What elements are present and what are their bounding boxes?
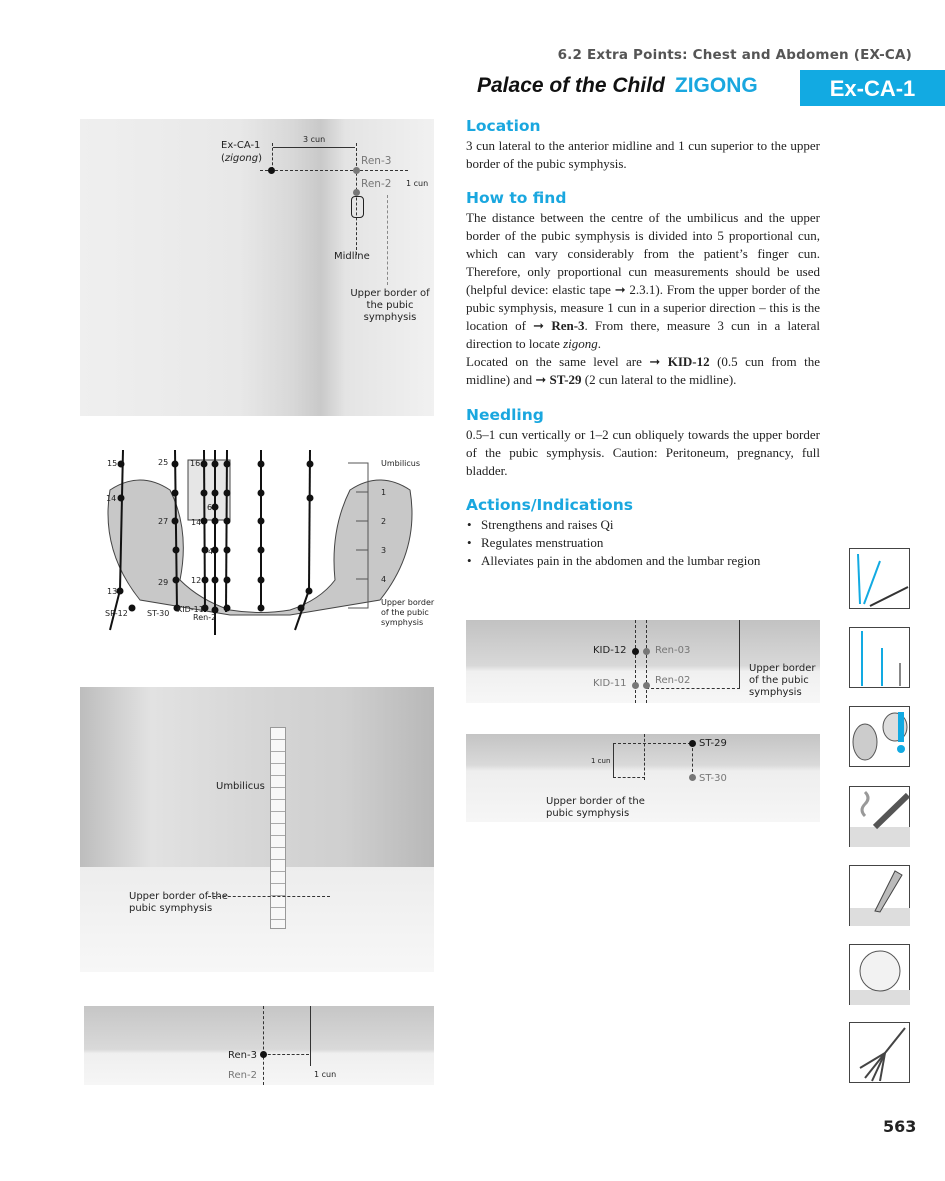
border-guide xyxy=(646,688,740,689)
border-guide xyxy=(387,195,388,285)
point-st-30 xyxy=(689,774,696,781)
label-umbilicus: Umbilicus xyxy=(216,781,265,792)
label-ren-2: Ren-2 xyxy=(193,613,217,622)
point-ren-3 xyxy=(260,1051,267,1058)
num-16: 16 xyxy=(190,459,201,468)
point-kid-11 xyxy=(632,682,639,689)
text-segment: . xyxy=(597,336,602,351)
num-14b: 14 xyxy=(191,518,202,527)
organ-caution-icon xyxy=(849,706,910,767)
label-upper-border: Upper border of the pubic symphysis xyxy=(350,288,430,323)
border-guide xyxy=(613,777,645,778)
cutting-needle-icon xyxy=(849,865,910,926)
label-upper-border: Upper border of the pubic symphysis xyxy=(749,663,816,698)
arrow-icon: ➞ xyxy=(614,282,626,297)
figure-ren3-closeup xyxy=(84,1006,434,1085)
needling-heading: Needling xyxy=(466,406,544,424)
label-zigong: (zigong) xyxy=(221,153,262,164)
vertical-guide xyxy=(692,743,693,777)
hand-bone-icon xyxy=(849,1022,910,1083)
kid-guide xyxy=(635,620,636,703)
point-st-29 xyxy=(689,740,696,747)
label-kid-11: KID-11 xyxy=(593,678,627,689)
text-segment: . From there, measure 3 cun in a lateral direction to locate xyxy=(466,318,820,351)
figure-pelvis-diagram xyxy=(80,450,440,635)
arrow-icon: ➞ xyxy=(535,372,547,387)
elastic-tape xyxy=(270,727,286,929)
text-segment: (0.5 cun from the midline) and xyxy=(466,354,820,387)
num-25: 25 xyxy=(158,458,169,467)
horizontal-guide xyxy=(263,1054,309,1055)
midline-guide xyxy=(646,620,647,703)
list-item: • Regulates menstruation xyxy=(481,534,820,552)
actions-section xyxy=(466,496,820,570)
point-code-badge: Ex-CA-1 xyxy=(800,70,945,106)
cupping-icon xyxy=(849,944,910,1005)
measure-line xyxy=(739,620,740,688)
pubic-symphysis-outline xyxy=(351,196,364,218)
label-1-cun: 1 cun xyxy=(406,179,429,188)
label-kid-12: KID-12 xyxy=(593,645,627,656)
section-header: 6.2 Extra Points: Chest and Abdomen (EX-CA) xyxy=(557,47,912,63)
horizontal-guide xyxy=(260,170,408,171)
label-st-29: ST-29 xyxy=(699,738,727,749)
num-4: 4 xyxy=(208,547,214,556)
label-midline: Midline xyxy=(334,251,370,262)
border-guide xyxy=(208,896,330,897)
num-6: 6 xyxy=(207,503,213,512)
midline-guide xyxy=(263,1006,264,1085)
how-to-find-heading: How to find xyxy=(466,189,567,207)
needling-text: 0.5–1 cun vertically or 1–2 cun obliquely towards the upper border of the pubic symphysis. Caution: Peritoneum, pregnancy, full bladder. xyxy=(466,427,820,478)
location-section xyxy=(466,117,820,173)
measure-line xyxy=(310,1006,311,1066)
how-to-find-text xyxy=(466,209,820,353)
label-sp-12: SP-12 xyxy=(105,609,128,618)
label-ren-2: Ren-2 xyxy=(361,178,392,190)
one-cun-arrow xyxy=(613,743,614,777)
label-st-30: ST-30 xyxy=(147,609,170,618)
label-umbilicus: Umbilicus xyxy=(381,459,421,468)
text-segment: Located on the same level are xyxy=(466,354,650,369)
label-upper-border: Upper border of the pubic symphysis xyxy=(129,891,228,914)
label-upper-border: Upper border of the pubic symphysis xyxy=(381,598,435,627)
text-segment: The distance between the centre of the umbilicus and the upper border of the pubic symphysis is divided into 5 proportional cun, which can vary considerably from the patient’s finger cun. Therefore, only proportional cun measurements should be used (helpful device: elastic tape xyxy=(466,210,820,297)
vertical-guide xyxy=(272,143,273,170)
st29-guide xyxy=(613,743,691,744)
num-13: 13 xyxy=(107,587,118,596)
point-ren-2 xyxy=(353,189,360,196)
list-item: • Strengthens and raises Qi xyxy=(481,516,820,534)
arrow-icon: ➞ xyxy=(649,354,661,369)
kid12-ref: KID-12 xyxy=(667,354,710,369)
location-text: 3 cun lateral to the anterior midline and 1 cun superior to the upper border of the pubic symphysis. xyxy=(466,138,820,171)
title-chinese: ZIGONG xyxy=(674,74,758,97)
label-upper-border: Upper border of the pubic symphysis xyxy=(546,796,645,819)
how-to-find-text-2 xyxy=(466,353,820,389)
ren3-ref: Ren-3 xyxy=(551,318,585,333)
label-1-cun: 1 cun xyxy=(591,757,611,765)
label-ex-ca-1: Ex-CA-1 xyxy=(221,140,261,151)
num-15: 15 xyxy=(107,459,118,468)
label-ren-3: Ren-3 xyxy=(228,1050,257,1061)
needling-section xyxy=(466,406,820,480)
label-ren-3: Ren-3 xyxy=(361,155,392,167)
location-heading: Location xyxy=(466,117,541,135)
num-14: 14 xyxy=(106,494,117,503)
text-segment: (2 cun lateral to the midline). xyxy=(581,372,737,387)
label-ren-02: Ren-02 xyxy=(655,675,691,686)
figure-st29-closeup xyxy=(466,734,820,822)
label-1-cun: 1 cun xyxy=(314,1070,337,1079)
zigong-italic: zigong xyxy=(224,153,259,164)
text-segment: 2.3.1). From the upper border of the pubic symphysis, measure 1 cun in a superior direction – this is the location of xyxy=(466,282,821,333)
needle-depth-icon xyxy=(849,627,910,688)
needle-vertical-oblique-icon xyxy=(849,548,910,609)
zigong-ref: zigong xyxy=(563,336,598,351)
st29-ref: ST-29 xyxy=(549,372,582,387)
label-kid-11: KID-11 xyxy=(177,605,204,614)
midline-guide xyxy=(644,734,645,780)
figure-tape-measure-photo xyxy=(80,687,434,972)
moxa-stick-icon xyxy=(849,786,910,847)
how-to-find-section xyxy=(466,189,820,389)
page-number: 563 xyxy=(883,1117,917,1136)
point-title xyxy=(477,74,758,98)
scale-3: 3 xyxy=(381,546,387,555)
arrow-icon: ➞ xyxy=(533,318,545,333)
num-12: 12 xyxy=(191,576,202,585)
scale-4: 4 xyxy=(381,575,387,584)
label-ren-03: Ren-03 xyxy=(655,645,691,656)
actions-heading: Actions/Indications xyxy=(466,496,633,514)
label-st-30: ST-30 xyxy=(699,773,727,784)
label-ren-2: Ren-2 xyxy=(228,1070,257,1081)
scale-1: 1 xyxy=(381,488,387,497)
point-ren-3 xyxy=(353,167,360,174)
cloth xyxy=(80,867,434,972)
list-item: • Alleviates pain in the abdomen and the lumbar region xyxy=(481,552,820,570)
point-ren-02 xyxy=(643,682,650,689)
point-ren-03 xyxy=(643,648,650,655)
measure-line xyxy=(273,147,355,148)
num-29: 29 xyxy=(158,578,169,587)
figure-lateral-abdomen-photo xyxy=(80,119,434,416)
point-ex-ca-1 xyxy=(268,167,275,174)
scale-2: 2 xyxy=(381,517,387,526)
title-english: Palace of the Child xyxy=(477,74,665,97)
actions-list xyxy=(466,516,820,570)
label-3-cun: 3 cun xyxy=(303,135,326,144)
num-27: 27 xyxy=(158,517,169,526)
figure-kid12-closeup xyxy=(466,620,820,703)
point-kid-12 xyxy=(632,648,639,655)
